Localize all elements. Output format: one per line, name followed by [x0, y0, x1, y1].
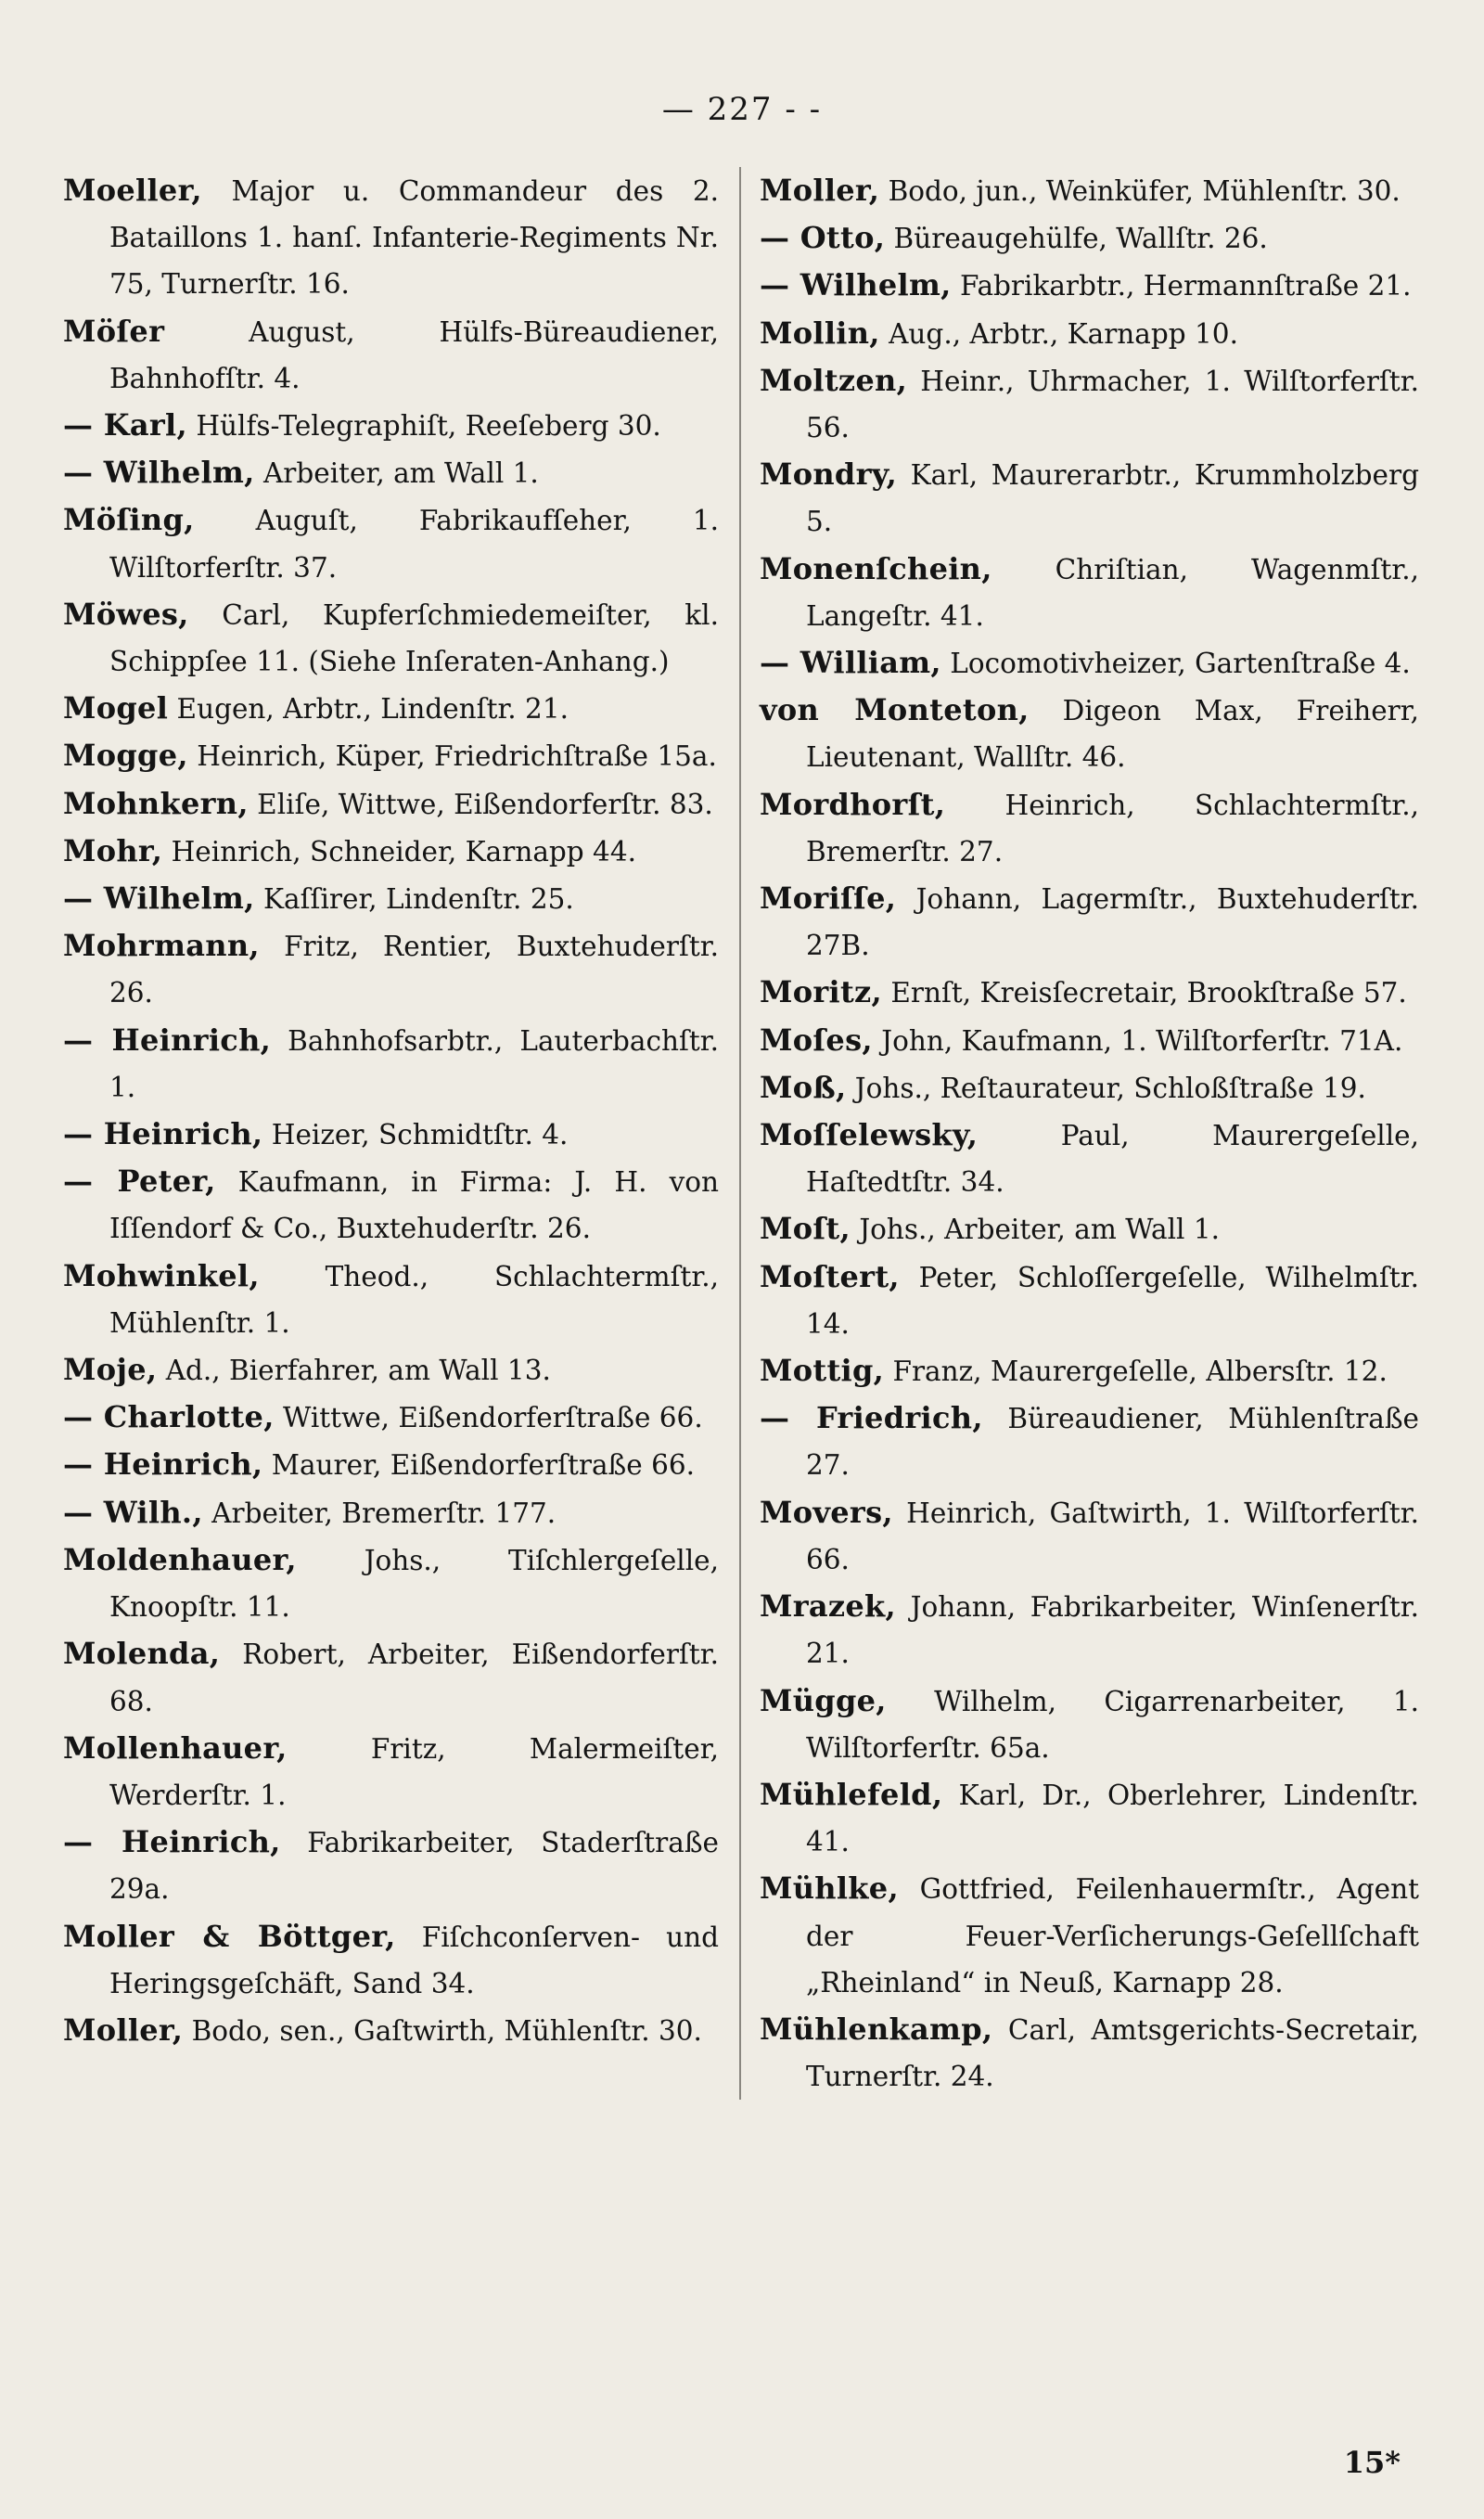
- directory-entry: [760, 1017, 1419, 1064]
- entry-details: Digeon Max, Freiherr, Lieutenant, Wallſtr. 46.: [806, 695, 1420, 774]
- directory-entry: [760, 781, 1419, 875]
- entry-name: Mordhorſt,: [760, 786, 946, 822]
- entry-name: Mühlefeld,: [760, 1776, 943, 1812]
- directory-entry: [63, 732, 719, 779]
- entry-details: Bodo, jun., Weinküfer, Mühlenſtr. 30.: [879, 175, 1401, 207]
- entry-name: — Charlotte,: [63, 1399, 275, 1435]
- entry-details: Robert, Arbeiter, Eißendorferſtr. 68.: [109, 1639, 719, 1717]
- directory-entry: [63, 591, 719, 685]
- entry-details: Johs., Tiſchlergeſelle, Knoopſtr. 11.: [109, 1544, 719, 1624]
- directory-entry: [63, 1253, 719, 1346]
- entry-details: Fritz, Malermeiſter, Werderſtr. 1.: [109, 1732, 719, 1811]
- page-number: — 227 - -: [661, 91, 823, 128]
- entry-details: Chriſtian, Wagenmſtr., Langeſtr. 41.: [806, 553, 1419, 632]
- entry-name: Moritz,: [760, 974, 882, 1010]
- entry-name: Mollenhauer,: [63, 1729, 288, 1766]
- directory-entry: [63, 1489, 719, 1536]
- entry-details: Wittwe, Eißendorferſtraße 66.: [274, 1402, 703, 1434]
- entry-details: Maurer, Eißendorferſtraße 66.: [262, 1449, 695, 1482]
- entry-details: Heinrich, Schlachtermſtr., Bremerſtr. 27.: [806, 789, 1419, 868]
- entry-name: Moldenhauer,: [63, 1541, 297, 1577]
- entry-details: Eliſe, Wittwe, Eißendorferſtr. 83.: [248, 788, 713, 820]
- entry-details: John, Kaufmann, 1. Wilſtorferſtr. 71A.: [872, 1024, 1403, 1057]
- entry-details: Ernſt, Kreisſecretair, Brookſtraße 57.: [881, 977, 1407, 1009]
- entry-name: Moller & Böttger,: [63, 1918, 396, 1954]
- entry-details: Heizer, Schmidtſtr. 4.: [262, 1119, 569, 1151]
- entry-details: Theod., Schlachtermſtr., Mühlenſtr. 1.: [109, 1260, 719, 1339]
- entry-details: Karl, Maurerarbtr., Krummholzberg 5.: [806, 459, 1419, 538]
- left-column: [63, 167, 741, 2100]
- entry-name: Mohrmann,: [63, 928, 260, 964]
- entry-name: Mühlke,: [760, 1870, 899, 1907]
- entry-details: Karl, Dr., Oberlehrer, Lindenſtr. 41.: [806, 1779, 1419, 1858]
- entry-name: Möwes,: [63, 596, 189, 632]
- directory-entry: [760, 2006, 1419, 2100]
- entry-details: Heinrich, Schneider, Karnapp 44.: [162, 835, 636, 868]
- entry-details: Bodo, sen., Gaſtwirth, Mühlenſtr. 30.: [183, 2014, 702, 2047]
- directory-entry: [760, 167, 1419, 214]
- entry-details: Wilhelm, Cigarrenarbeiter, 1. Wilſtorferſtr. 65a.: [806, 1685, 1419, 1764]
- directory-entry: [760, 451, 1419, 545]
- entry-name: Mogel: [63, 690, 169, 726]
- directory-entry: [63, 1630, 719, 1724]
- entry-name: Moſt,: [760, 1211, 851, 1247]
- entry-details: Büreaudiener, Mühlenſtraße 27.: [806, 1403, 1419, 1482]
- entry-details: Johs., Reſtaurateur, Schloßſtraße 19.: [846, 1072, 1366, 1104]
- directory-entry: [760, 1112, 1419, 1205]
- entry-details: Büreaugehülfe, Wallſtr. 26.: [885, 223, 1268, 255]
- entry-name: Moltzen,: [760, 362, 908, 398]
- entry-name: Moje,: [63, 1352, 158, 1388]
- directory-entry: [63, 1441, 719, 1488]
- directory-entry: [760, 1489, 1419, 1583]
- directory-entry: [760, 875, 1419, 969]
- entry-name: — Heinrich,: [63, 1116, 263, 1152]
- directory-entry: [63, 828, 719, 875]
- entry-name: Mottig,: [760, 1353, 885, 1389]
- entry-name: — William,: [760, 645, 941, 681]
- directory-entry: [760, 1583, 1419, 1677]
- entry-name: Mrazek,: [760, 1588, 896, 1625]
- directory-entry: [63, 1158, 719, 1252]
- right-column: [741, 167, 1419, 2100]
- entry-details: Locomotivheizer, Gartenſtraße 4.: [940, 648, 1411, 680]
- directory-entry: [760, 357, 1419, 451]
- directory-entry: [760, 1347, 1419, 1394]
- entry-name: — Heinrich,: [63, 1446, 263, 1483]
- entry-details: Auguſt, Fabrikaufſeher, 1. Wilſtorferſtr. 37.: [109, 505, 719, 584]
- entry-details: August, Hülfs-Büreaudiener, Bahnhofſtr. 4.: [109, 315, 719, 394]
- directory-entry: [63, 1111, 719, 1158]
- entry-details: Heinr., Uhrmacher, 1. Wilſtorferſtr. 56.: [806, 365, 1419, 444]
- entry-details: Arbeiter, am Wall 1.: [254, 457, 539, 490]
- entry-name: Mohnkern,: [63, 785, 249, 821]
- entry-details: Aug., Arbtr., Karnapp 10.: [879, 317, 1238, 350]
- entry-name: — Wilhelm,: [63, 455, 255, 491]
- entry-details: Bahnhofsarbtr., Lauterbachſtr. 1.: [109, 1024, 719, 1103]
- directory-entry: [63, 308, 719, 402]
- directory-entry: [760, 1205, 1419, 1253]
- directory-entry: [760, 1865, 1419, 2006]
- directory-entry: [63, 449, 719, 496]
- entry-name: Möſing,: [63, 502, 195, 538]
- entry-name: Moſſelewsky,: [760, 1117, 979, 1153]
- entry-name: Moſtert,: [760, 1258, 900, 1294]
- entry-name: Mondry,: [760, 456, 898, 493]
- entry-details: Johann, Lagermſtr., Buxtehuderſtr. 27B.: [806, 883, 1419, 962]
- entry-details: Peter, Schloſſergeſelle, Wilhelmſtr. 14.: [806, 1261, 1419, 1340]
- entry-name: — Karl,: [63, 407, 187, 443]
- directory-entry: [63, 167, 719, 308]
- entry-name: Moſes,: [760, 1022, 873, 1058]
- entry-details: Fritz, Rentier, Buxtehuderſtr. 26.: [109, 931, 719, 1009]
- entry-name: Mohwinkel,: [63, 1257, 260, 1293]
- printer-signature: 15*: [1343, 2445, 1401, 2480]
- entry-details: Ad., Bierfahrer, am Wall 13.: [157, 1355, 551, 1387]
- entry-name: Mollin,: [760, 315, 880, 351]
- entry-name: Moller,: [760, 173, 880, 208]
- entry-details: Eugen, Arbtr., Lindenſtr. 21.: [168, 693, 569, 726]
- entry-details: Fiſchconſerven- und Heringsgeſchäft, Sand 34.: [109, 1921, 719, 1999]
- entry-name: — Wilhelm,: [760, 267, 952, 303]
- entry-name: — Friedrich,: [760, 1400, 983, 1436]
- entry-name: Moller,: [63, 2011, 184, 2048]
- directory-entry: [760, 639, 1419, 687]
- directory-entry: [63, 2007, 719, 2054]
- directory-entry: [760, 310, 1419, 357]
- directory-entry: [63, 1017, 719, 1111]
- directory-entry: [63, 1394, 719, 1441]
- directory-entry: [760, 262, 1419, 309]
- entry-name: Mügge,: [760, 1682, 887, 1718]
- entry-details: Heinrich, Gaſtwirth, 1. Wilſtorferſtr. 66.: [806, 1497, 1419, 1575]
- entry-details: Johann, Fabrikarbeiter, Winſenerſtr. 21.: [806, 1591, 1419, 1670]
- entry-details: Arbeiter, Bremerſtr. 177.: [202, 1497, 556, 1529]
- entry-name: Mohr,: [63, 832, 163, 868]
- entry-details: Major u. Commandeur des 2. Bataillons 1. hanſ. Infanterie-Regiments Nr. 75, Turnerſtr. 16.: [109, 175, 719, 301]
- entry-details: Hülfs-Telegraphiſt, Reeſeberg 30.: [186, 410, 661, 443]
- entry-name: Molenda,: [63, 1636, 221, 1672]
- entry-name: Movers,: [760, 1494, 893, 1530]
- entry-name: Moß,: [760, 1069, 847, 1105]
- directory-entry: [760, 1064, 1419, 1112]
- directory-entry: [760, 1771, 1419, 1865]
- entry-name: Mogge,: [63, 738, 188, 774]
- entry-name: Moeller,: [63, 173, 202, 208]
- entry-name: — Otto,: [760, 220, 886, 256]
- entry-name: — Wilhelm,: [63, 880, 255, 917]
- entry-name: Monenſchein,: [760, 550, 992, 586]
- directory-entry: [63, 922, 719, 1016]
- entry-name: — Peter,: [63, 1163, 216, 1200]
- entry-details: Carl, Kupferſchmiedemeiſter, kl. Schippſee 11. (Siehe Inſeraten-Anhang.): [109, 598, 719, 678]
- entry-details: Fabrikarbeiter, Staderſtraße 29a.: [109, 1827, 719, 1906]
- directory-entry: [63, 1725, 719, 1819]
- directory-entry: [63, 402, 719, 449]
- entry-details: Kaufmann, in Firma: J. H. von Iſſendorf & Co., Buxtehuderſtr. 26.: [109, 1166, 719, 1245]
- directory-entry: [760, 687, 1419, 780]
- entry-details: Franz, Maurergeſelle, Albersſtr. 12.: [884, 1356, 1388, 1388]
- directory-entry: [63, 1913, 719, 2007]
- directory-entry: [760, 1677, 1419, 1771]
- entry-name: Moriſſe,: [760, 880, 897, 917]
- entry-details: Fabrikarbtr., Hermannſtraße 21.: [951, 270, 1412, 302]
- entry-details: Heinrich, Küper, Friedrichſtraße 15a.: [187, 740, 717, 773]
- directory-entry: [760, 214, 1419, 262]
- directory-columns: [63, 167, 1419, 2100]
- directory-entry: [760, 969, 1419, 1016]
- directory-entry: [63, 780, 719, 828]
- entry-details: Paul, Maurergeſelle, Haſtedtſtr. 34.: [806, 1120, 1419, 1199]
- directory-entry: [760, 546, 1419, 639]
- directory-entry: [63, 1819, 719, 1912]
- entry-details: Gottfried, Feilenhauermſtr., Agent der Feuer-Verſicherungs-Geſellſchaft „Rheinland“ in Neuß, Karnapp 28.: [806, 1873, 1419, 1998]
- entry-details: Carl, Amtsgerichts-Secretair, Turnerſtr. 24.: [806, 2013, 1419, 2093]
- entry-name: Mühlenkamp,: [760, 2011, 993, 2047]
- entry-details: Johs., Arbeiter, am Wall 1.: [850, 1214, 1220, 1246]
- entry-name: von Monteton,: [760, 692, 1030, 728]
- entry-name: — Heinrich,: [63, 1022, 272, 1058]
- entry-name: Möſer: [63, 313, 165, 349]
- directory-entry: [63, 875, 719, 922]
- entry-details: Kaſſirer, Lindenſtr. 25.: [254, 883, 574, 916]
- directory-entry: [63, 496, 719, 590]
- entry-name: — Heinrich,: [63, 1824, 281, 1860]
- directory-entry: [63, 1346, 719, 1394]
- entry-name: — Wilh.,: [63, 1494, 203, 1530]
- directory-entry: [760, 1253, 1419, 1347]
- directory-entry: [63, 1536, 719, 1630]
- directory-entry: [760, 1394, 1419, 1488]
- directory-entry: [63, 685, 719, 732]
